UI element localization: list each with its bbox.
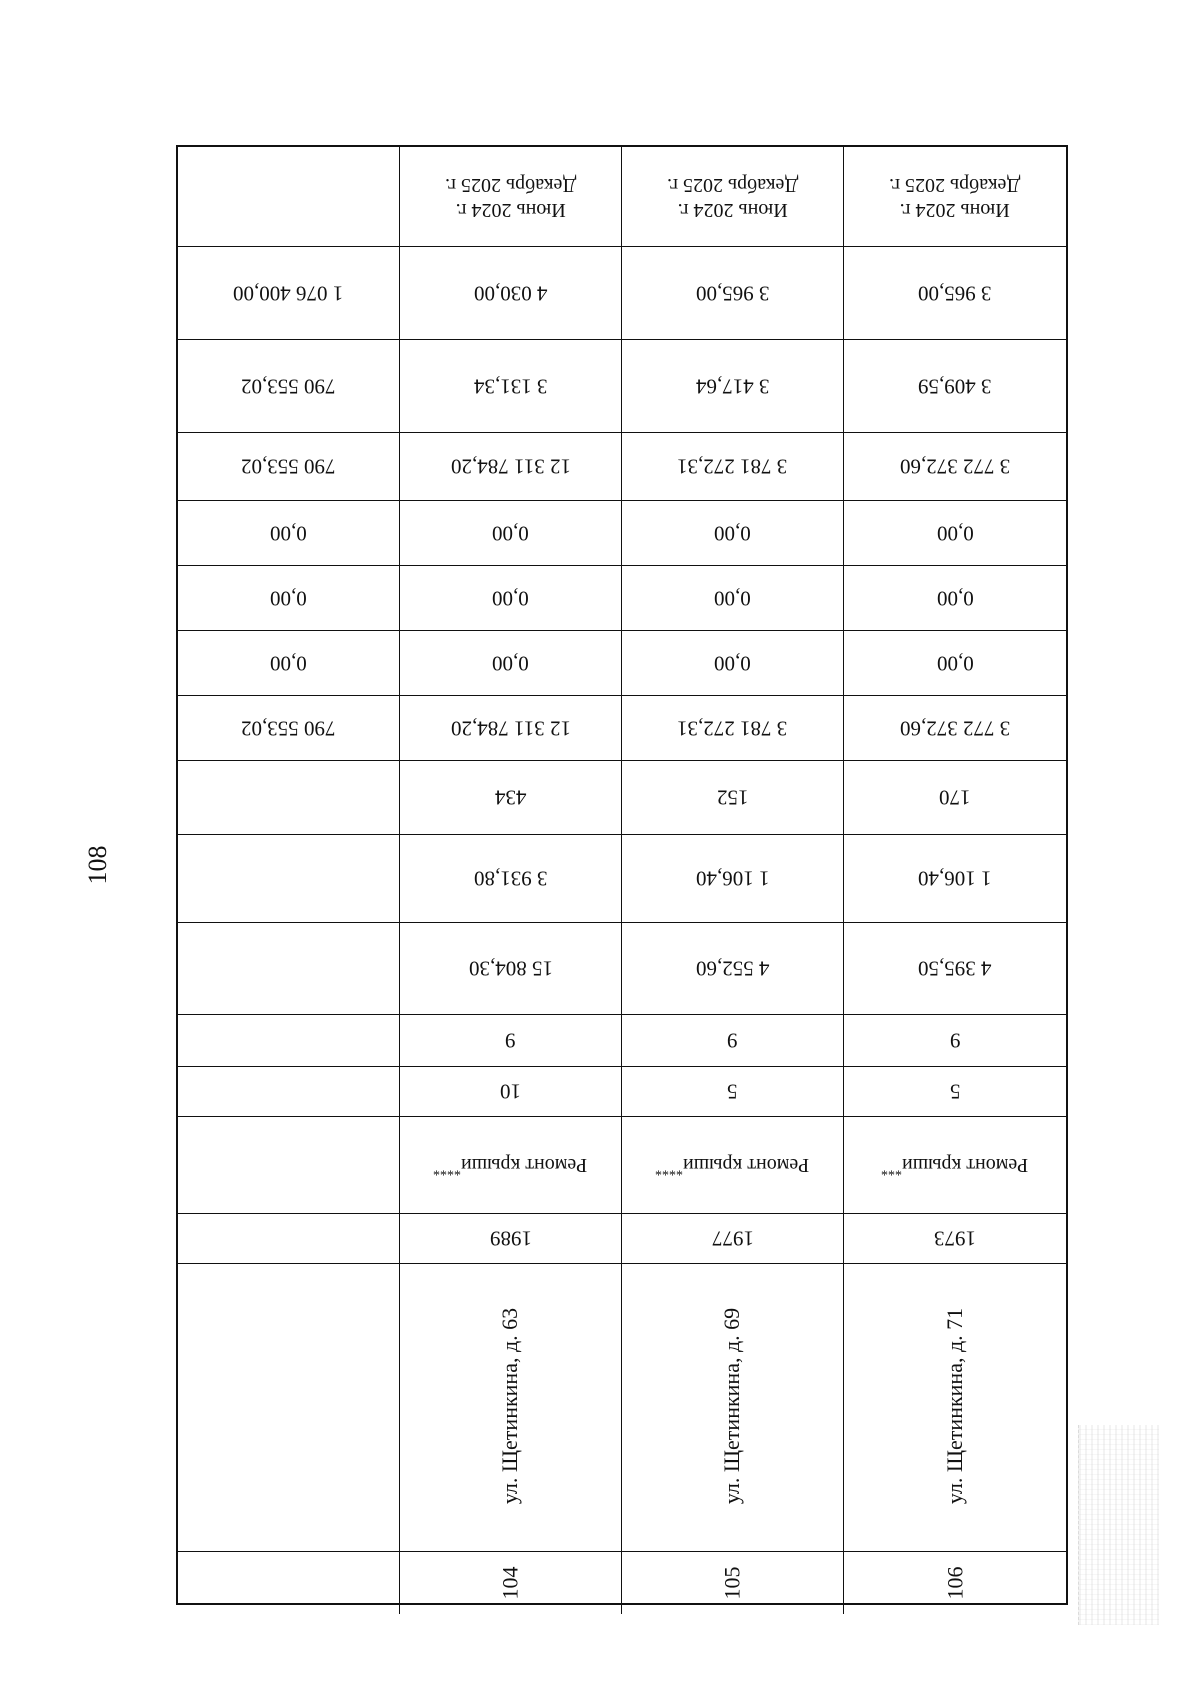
cell-row104-period bbox=[400, 147, 622, 247]
period-end: Декабрь 2025 г. bbox=[666, 173, 799, 196]
cell-extra-year bbox=[178, 1214, 400, 1264]
value-text: 4 552,60 bbox=[695, 956, 770, 981]
value-text: 3 931,80 bbox=[473, 866, 548, 891]
cell-row106-c12 bbox=[844, 566, 1066, 631]
value-text: 790 553,02 bbox=[241, 716, 336, 741]
cell-row105-period bbox=[622, 147, 844, 247]
cell-row106-address bbox=[844, 1264, 1066, 1552]
cell-row105-c5 bbox=[622, 1067, 844, 1117]
period-text bbox=[667, 172, 798, 222]
cell-extra-c5 bbox=[178, 1067, 400, 1117]
value-text: 0,00 bbox=[270, 586, 307, 611]
value-text: 3 781 272,31 bbox=[677, 716, 788, 741]
cell-row106-year bbox=[844, 1214, 1066, 1264]
address-text: ул. Щетинкина, д. 63 bbox=[497, 1307, 523, 1504]
address-wrap bbox=[622, 1268, 843, 1543]
cell-row106-c6 bbox=[844, 1015, 1066, 1067]
cell-row104-c13 bbox=[400, 501, 622, 566]
cell-row106-c10 bbox=[844, 696, 1066, 761]
cell-row104-c15 bbox=[400, 340, 622, 433]
value-text: 5 bbox=[949, 1079, 961, 1104]
cell-row104-address bbox=[400, 1264, 622, 1552]
cell-row104-year bbox=[400, 1214, 622, 1264]
address-text: ул. Щетинкина, д. 71 bbox=[941, 1307, 967, 1504]
value-text: 0,00 bbox=[492, 586, 529, 611]
cell-row104-c14 bbox=[400, 433, 622, 501]
row-number: 104 bbox=[497, 1566, 523, 1600]
cell-row105-work bbox=[622, 1117, 844, 1214]
value-text: 0,00 bbox=[714, 586, 751, 611]
cell-row105-c9 bbox=[622, 761, 844, 835]
cell-row104-c10 bbox=[400, 696, 622, 761]
cell-extra-c7 bbox=[178, 923, 400, 1015]
value-text: 3 965,00 bbox=[695, 281, 770, 306]
row-number: 106 bbox=[942, 1566, 967, 1600]
footnote-marker: *** bbox=[881, 1162, 903, 1178]
footnote-marker: **** bbox=[433, 1162, 462, 1178]
row-number: 105 bbox=[719, 1566, 745, 1600]
cell-row104-c8 bbox=[400, 835, 622, 923]
cell-row105-c11 bbox=[622, 631, 844, 696]
cell-row104-c7 bbox=[400, 923, 622, 1015]
period-start: Июнь 2024 г. bbox=[899, 198, 1011, 221]
cell-extra-c16 bbox=[178, 247, 400, 340]
cell-row106-num bbox=[844, 1552, 1066, 1614]
value-text: 3 965,00 bbox=[918, 281, 992, 306]
cell-row105-c8 bbox=[622, 835, 844, 923]
value-text: 170 bbox=[939, 785, 971, 810]
address-wrap bbox=[400, 1268, 621, 1543]
period-start: Июнь 2024 г. bbox=[677, 198, 788, 221]
work-type: Ремонт крыши bbox=[461, 1153, 588, 1176]
address-text: ул. Щетинкина, д. 69 bbox=[719, 1307, 745, 1504]
work-type: Ремонт крыши bbox=[683, 1153, 810, 1176]
cell-row106-c7 bbox=[844, 923, 1066, 1015]
cell-row105-num bbox=[622, 1552, 844, 1614]
cell-row106-c15 bbox=[844, 340, 1066, 433]
cell-extra-address bbox=[178, 1264, 400, 1552]
cell-extra-c13 bbox=[178, 501, 400, 566]
work-type-text bbox=[881, 1152, 1028, 1179]
value-text: 1 106,40 bbox=[695, 866, 770, 891]
cell-extra-c6 bbox=[178, 1015, 400, 1067]
cell-row105-year bbox=[622, 1214, 844, 1264]
page-number: 108 bbox=[83, 845, 112, 885]
cell-row104-num bbox=[400, 1552, 622, 1614]
cell-row105-c13 bbox=[622, 501, 844, 566]
value-text: 9 bbox=[505, 1028, 516, 1053]
value-text: 0,00 bbox=[936, 651, 974, 676]
value-text: 790 553,02 bbox=[241, 374, 336, 399]
value-text: 1 076 400,00 bbox=[233, 281, 344, 306]
value-text: 9 bbox=[727, 1028, 738, 1053]
cell-row106-work bbox=[844, 1117, 1066, 1214]
value-text: 3 772 372,60 bbox=[899, 454, 1011, 479]
cell-row105-address bbox=[622, 1264, 844, 1552]
cell-row106-c5 bbox=[844, 1067, 1066, 1117]
value-text: 3 131,34 bbox=[473, 374, 548, 399]
value-text: 0,00 bbox=[270, 521, 307, 546]
cell-extra-c8 bbox=[178, 835, 400, 923]
cell-row106-c11 bbox=[844, 631, 1066, 696]
value-text: 1 106,40 bbox=[918, 866, 992, 891]
cell-row104-c5 bbox=[400, 1067, 622, 1117]
cell-row105-c10 bbox=[622, 696, 844, 761]
cell-row104-c11 bbox=[400, 631, 622, 696]
year-text: 1989 bbox=[489, 1226, 532, 1251]
cell-row105-c12 bbox=[622, 566, 844, 631]
year-text: 1973 bbox=[934, 1226, 976, 1251]
cell-row106-c9 bbox=[844, 761, 1066, 835]
work-type-text bbox=[655, 1152, 809, 1179]
table-grid bbox=[178, 147, 1066, 1603]
faded-stamp-mark bbox=[1078, 1425, 1159, 1625]
cell-extra-c15 bbox=[178, 340, 400, 433]
cell-row106-c14 bbox=[844, 433, 1066, 501]
work-type: Ремонт крыши bbox=[902, 1153, 1029, 1176]
cell-extra-c10 bbox=[178, 696, 400, 761]
cell-row105-c14 bbox=[622, 433, 844, 501]
value-text: 434 bbox=[494, 785, 527, 810]
cell-row104-c16 bbox=[400, 247, 622, 340]
value-text: 790 553,02 bbox=[241, 454, 336, 479]
value-text: 12 311 784,20 bbox=[450, 454, 571, 479]
value-text: 4 030,00 bbox=[473, 281, 548, 306]
value-text: 0,00 bbox=[936, 586, 974, 611]
value-text: 0,00 bbox=[714, 521, 751, 546]
cell-row105-c6 bbox=[622, 1015, 844, 1067]
cell-extra-num bbox=[178, 1552, 400, 1614]
cell-row104-c6 bbox=[400, 1015, 622, 1067]
value-text: 15 804,30 bbox=[468, 956, 553, 981]
value-text: 9 bbox=[949, 1028, 961, 1053]
cell-extra-c11 bbox=[178, 631, 400, 696]
value-text: 5 bbox=[727, 1079, 738, 1104]
value-text: 0,00 bbox=[492, 521, 529, 546]
cell-extra-work bbox=[178, 1117, 400, 1214]
period-start: Июнь 2024 г. bbox=[455, 198, 566, 221]
value-text: 10 bbox=[500, 1079, 521, 1104]
cell-row106-c16 bbox=[844, 247, 1066, 340]
cell-row106-c8 bbox=[844, 835, 1066, 923]
cell-extra-c12 bbox=[178, 566, 400, 631]
value-text: 12 311 784,20 bbox=[450, 716, 571, 741]
address-wrap bbox=[844, 1268, 1066, 1543]
cell-row104-work bbox=[400, 1117, 622, 1214]
value-text: 0,00 bbox=[714, 651, 751, 676]
cell-extra-period bbox=[178, 147, 400, 247]
period-end: Декабрь 2025 г. bbox=[889, 173, 1021, 196]
cell-row106-period bbox=[844, 147, 1066, 247]
cell-row105-c16 bbox=[622, 247, 844, 340]
value-text: 0,00 bbox=[270, 651, 307, 676]
footnote-marker: **** bbox=[655, 1162, 684, 1178]
data-table bbox=[176, 145, 1068, 1605]
value-text: 4 395,50 bbox=[918, 956, 992, 981]
value-text: 152 bbox=[716, 785, 749, 810]
year-text: 1977 bbox=[711, 1226, 754, 1251]
value-text: 3 417,64 bbox=[695, 374, 770, 399]
period-text bbox=[445, 172, 576, 222]
cell-extra-c9 bbox=[178, 761, 400, 835]
value-text: 3 409,59 bbox=[918, 374, 992, 399]
cell-row104-c9 bbox=[400, 761, 622, 835]
value-text: 0,00 bbox=[936, 521, 974, 546]
period-text bbox=[889, 172, 1020, 222]
cell-row105-c15 bbox=[622, 340, 844, 433]
period-end: Декабрь 2025 г. bbox=[444, 173, 577, 196]
cell-row104-c12 bbox=[400, 566, 622, 631]
cell-row105-c7 bbox=[622, 923, 844, 1015]
value-text: 0,00 bbox=[492, 651, 529, 676]
value-text: 3 772 372,60 bbox=[899, 716, 1011, 741]
cell-row106-c13 bbox=[844, 501, 1066, 566]
work-type-text bbox=[433, 1152, 587, 1179]
value-text: 3 781 272,31 bbox=[677, 454, 788, 479]
cell-extra-c14 bbox=[178, 433, 400, 501]
